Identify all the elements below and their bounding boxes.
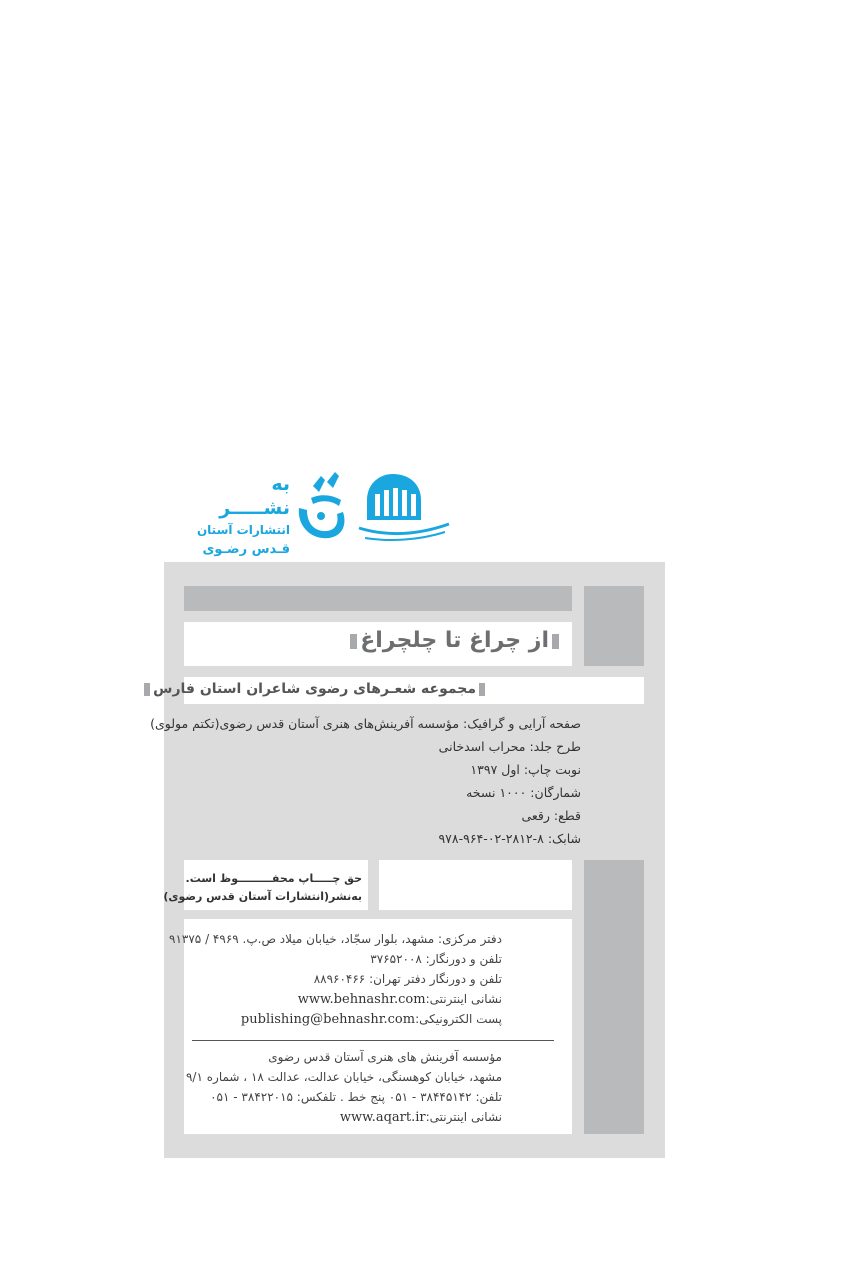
side-gray-block-top <box>584 586 644 666</box>
subtitle-bullet-icon <box>144 683 150 696</box>
institute-name: مؤسسه آفرینش های هنری آستان قدس رضوی <box>268 1050 502 1064</box>
credit-isbn: شابک: ۸-۲۸۱۲-۰۲-۹۶۴-۹۷۸ <box>438 831 581 846</box>
institute-phones: تلفن: ۳۸۴۴۵۱۴۲ - ۰۵۱ پنج خط . تلفکس: ۳۸۴۲۲۰۱۵ - ۰۵۱ <box>210 1090 502 1104</box>
copyright-line-1: حق چـــــاپ محفـــــــــوظ است. <box>185 872 362 885</box>
institute-contact <box>185 1047 502 1127</box>
behnashr-wordmark <box>195 472 290 560</box>
shrine-dome-logo-icon <box>345 470 455 546</box>
publisher-contact <box>169 929 502 1029</box>
copyright-line-2: به‌نشر(انتشارات آستان قدس رضوی) <box>163 890 362 903</box>
book-title: از چراغ تا چلچراغ <box>360 628 549 653</box>
publisher-office: دفتر مرکزی: مشهد، بلوار سجّاد، خیابان میلاد ص.پ. ۴۹۶۹ / ۹۱۳۷۵ <box>169 932 502 946</box>
subtitle-box <box>153 677 644 704</box>
institute-address: مشهد، خیابان کوهسنگی، خیابان عدالت، عدالت ۱۸ ، شماره ۹/۱ <box>185 1070 502 1084</box>
publisher-website-row <box>192 989 502 1009</box>
address-box <box>169 919 572 1134</box>
publisher-logos <box>195 468 455 557</box>
book-title-line <box>347 628 562 653</box>
behnashr-name: به نشـــــر <box>219 473 290 519</box>
institute-website-row <box>192 1107 502 1127</box>
credit-layout: صفحه آرایی و گرافیک: مؤسسه آفرینش‌های هنری آستان قدس رضوی(تکتم مولوی) <box>150 716 581 731</box>
divider <box>192 1040 554 1041</box>
credit-edition: نوبت چاپ: اول ۱۳۹۷ <box>470 762 581 777</box>
credits-list <box>150 712 581 850</box>
behnashr-line-3: قـدس رضـوی <box>202 542 290 557</box>
side-gray-block-bottom <box>584 860 644 1134</box>
credit-cover-design: طرح جلد: محراب اسدخانی <box>438 739 581 754</box>
copyright-box <box>163 860 368 910</box>
publisher-website-link[interactable]: www.behnashr.com <box>297 992 426 1007</box>
institute-website-link[interactable]: www.aqart.ir <box>339 1110 426 1125</box>
behnashr-line-2: انتشارات آستان <box>196 523 290 537</box>
publisher-email-link[interactable]: publishing@behnashr.com <box>240 1012 416 1027</box>
publisher-tehran-phone: تلفن و دورنگار دفتر تهران: ۸۸۹۶۰۴۶۶ <box>313 972 502 986</box>
title-bullet-icon <box>552 634 559 649</box>
book-subtitle: مجموعه شعـرهای رضوی شاعران استان فارس <box>153 681 476 697</box>
institute-website-label: نشانی اینترنتی: <box>425 1110 502 1124</box>
publisher-email-label: پست الکترونیکی: <box>415 1012 502 1026</box>
credit-print-run: شمارگان: ۱۰۰۰ نسخه <box>466 785 581 800</box>
title-box <box>184 622 572 666</box>
publisher-email-row <box>192 1009 502 1029</box>
publisher-phone: تلفن و دورنگار: ۳۷۶۵۲۰۰۸ <box>370 952 502 966</box>
behnashr-calligraphy-icon <box>291 468 351 546</box>
copyright-text <box>163 870 362 906</box>
subtitle-bullet-icon <box>479 683 485 696</box>
title-bullet-icon <box>350 634 357 649</box>
top-gray-bar <box>184 586 572 611</box>
blank-white-box <box>379 860 572 910</box>
credit-format: قطع: رقعی <box>521 808 581 823</box>
book-subtitle-line <box>141 681 488 697</box>
publisher-website-label: نشانی اینترنتی: <box>425 992 502 1006</box>
